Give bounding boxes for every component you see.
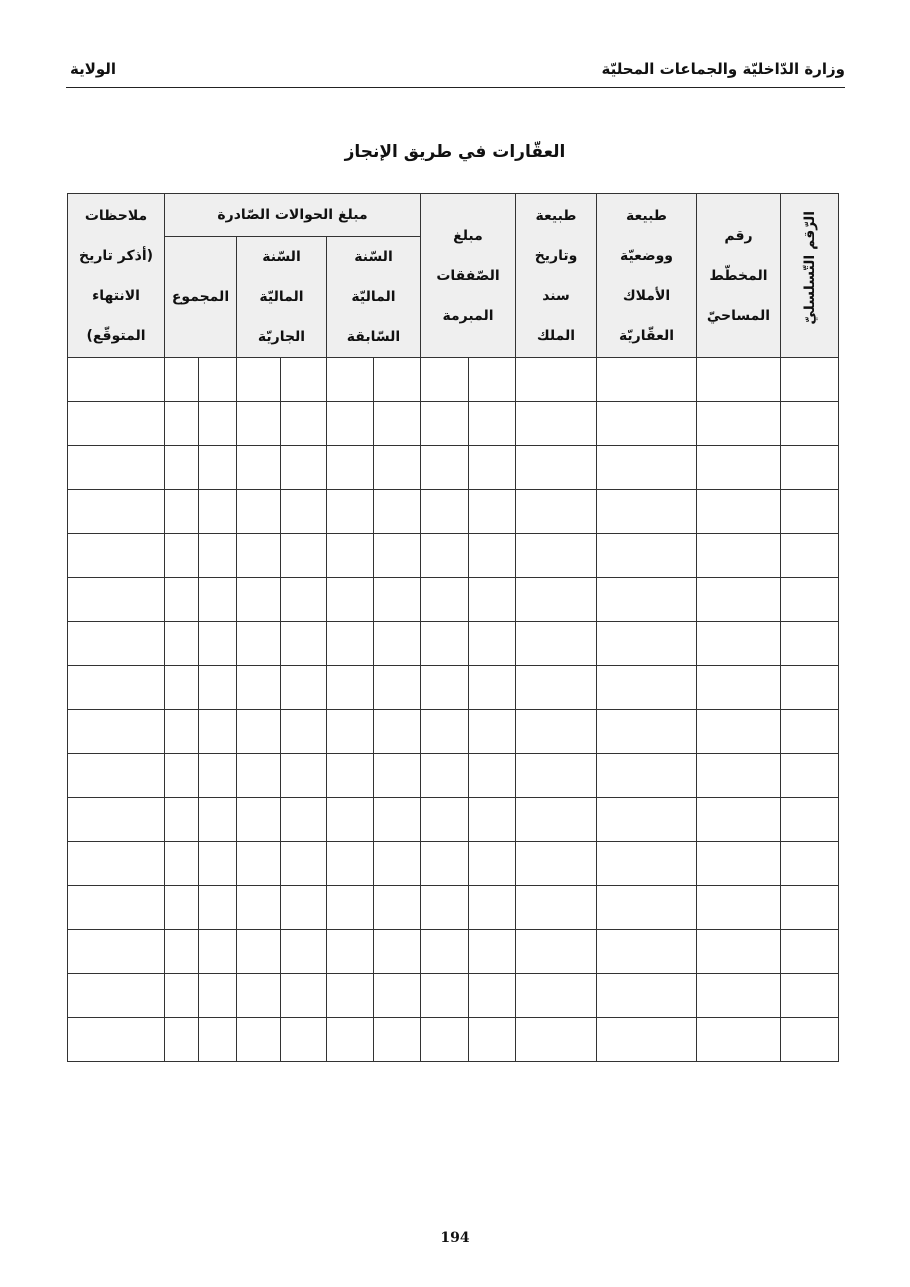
table-cell (597, 754, 697, 798)
property-nature-line-2: ووضعيّة (619, 247, 674, 264)
table-cell (327, 930, 374, 974)
table-cell (781, 666, 839, 710)
header-plan-number (697, 194, 781, 358)
table-cell (597, 446, 697, 490)
ownership-deed-line-3: سند (542, 287, 570, 304)
table-cell (374, 358, 421, 402)
table-cell (697, 1018, 781, 1062)
table-cell (374, 842, 421, 886)
table-cell (199, 402, 237, 446)
table-cell (516, 798, 597, 842)
table-cell (374, 974, 421, 1018)
table-cell (199, 710, 237, 754)
table-cell (199, 754, 237, 798)
table-cell (165, 490, 199, 534)
table-cell (68, 1018, 165, 1062)
table-cell (165, 754, 199, 798)
table-cell (781, 402, 839, 446)
table-row (68, 798, 839, 842)
table-cell (68, 446, 165, 490)
table-cell (199, 798, 237, 842)
table-cell (281, 666, 327, 710)
table-cell (421, 842, 469, 886)
table-cell (781, 798, 839, 842)
table-cell (597, 358, 697, 402)
table-row (68, 930, 839, 974)
table-row (68, 622, 839, 666)
table-cell (68, 534, 165, 578)
table-cell (697, 402, 781, 446)
table-cell (597, 886, 697, 930)
ownership-deed-line-1: طبيعة (535, 207, 577, 224)
table-cell (281, 578, 327, 622)
header-previous-year (327, 237, 421, 358)
table-cell (374, 446, 421, 490)
table-cell (281, 534, 327, 578)
table-cell (281, 490, 327, 534)
table-cell (327, 710, 374, 754)
header-notes (68, 194, 165, 358)
table-cell (237, 974, 281, 1018)
table-cell (516, 666, 597, 710)
table-cell (421, 930, 469, 974)
header-transfers-group (165, 194, 421, 237)
table-cell (68, 886, 165, 930)
table-cell (421, 490, 469, 534)
table-row (68, 402, 839, 446)
table-row (68, 358, 839, 402)
table-cell (199, 446, 237, 490)
table-cell (781, 490, 839, 534)
table-cell (199, 1018, 237, 1062)
table-cell (421, 534, 469, 578)
table-cell (327, 534, 374, 578)
table-cell (165, 842, 199, 886)
table-cell (199, 622, 237, 666)
table-cell (165, 402, 199, 446)
table-cell (516, 402, 597, 446)
current-year-line-3: الجاريّة (257, 329, 306, 345)
table-cell (469, 798, 516, 842)
table-cell (327, 798, 374, 842)
table-cell (597, 974, 697, 1018)
table-cell (374, 622, 421, 666)
previous-year-line-1: السّنة (354, 249, 393, 265)
table-cell (237, 402, 281, 446)
table-cell (68, 490, 165, 534)
table-cell (237, 754, 281, 798)
table-cell (237, 578, 281, 622)
page-number: 194 (440, 1230, 470, 1246)
table-cell (68, 798, 165, 842)
table-cell (597, 798, 697, 842)
table-cell (697, 974, 781, 1018)
table-cell (516, 886, 597, 930)
table-cell (516, 534, 597, 578)
table-cell (165, 578, 199, 622)
table-cell (697, 578, 781, 622)
table-cell (327, 666, 374, 710)
table-cell (697, 710, 781, 754)
table-row (68, 490, 839, 534)
previous-year-line-2: الماليّة (351, 289, 396, 305)
table-cell (374, 490, 421, 534)
table-cell (68, 974, 165, 1018)
table-cell (68, 578, 165, 622)
table-cell (421, 710, 469, 754)
properties-table (67, 193, 839, 1062)
table-cell (516, 754, 597, 798)
table-cell (237, 534, 281, 578)
plan-number-line-1: رقم (724, 227, 753, 244)
table-cell (68, 622, 165, 666)
table-cell (469, 666, 516, 710)
table-cell (374, 534, 421, 578)
table-cell (421, 754, 469, 798)
table-cell (697, 754, 781, 798)
table-cell (281, 798, 327, 842)
table-cell (327, 402, 374, 446)
table-cell (327, 358, 374, 402)
table-cell (237, 1018, 281, 1062)
table-cell (469, 402, 516, 446)
table-cell (327, 974, 374, 1018)
table-cell (781, 710, 839, 754)
table-cell (469, 754, 516, 798)
table-cell (374, 1018, 421, 1062)
table-cell (327, 886, 374, 930)
header-wilaya-label: الولاية (70, 60, 117, 78)
table-cell (68, 358, 165, 402)
plan-number-line-2: المخطّط (709, 267, 768, 284)
table-cell (237, 358, 281, 402)
table-cell (597, 930, 697, 974)
table-cell (421, 886, 469, 930)
deals-amount-line-3: المبرمة (442, 307, 494, 324)
table-cell (469, 358, 516, 402)
table-cell (469, 534, 516, 578)
table-cell (327, 754, 374, 798)
table-cell (237, 446, 281, 490)
table-cell (199, 578, 237, 622)
header-total (165, 237, 237, 358)
table-cell (469, 490, 516, 534)
table-cell (237, 666, 281, 710)
table-row (68, 754, 839, 798)
table-cell (237, 710, 281, 754)
table-cell (469, 930, 516, 974)
table-cell (374, 666, 421, 710)
table-row (68, 666, 839, 710)
table-cell (421, 798, 469, 842)
deals-amount-line-1: مبلغ (453, 227, 483, 244)
header-ministry-label: وزارة الدّاخليّة والجماعات المحليّة (601, 60, 845, 78)
table-cell (68, 710, 165, 754)
header-ownership-deed (516, 194, 597, 358)
header-current-year (237, 237, 327, 358)
table-cell (697, 666, 781, 710)
table-cell (597, 402, 697, 446)
ownership-deed-line-2: وتاريخ (534, 247, 578, 264)
notes-line-3: الانتهاء (92, 287, 140, 304)
table-cell (597, 842, 697, 886)
table-cell (281, 886, 327, 930)
table-cell (374, 754, 421, 798)
table-cell (781, 754, 839, 798)
header-deals-amount (421, 194, 516, 358)
table-cell (165, 358, 199, 402)
table-cell (165, 534, 199, 578)
table-cell (281, 446, 327, 490)
table-cell (165, 710, 199, 754)
ownership-deed-line-4: الملك (536, 327, 576, 344)
table-row (68, 1018, 839, 1062)
table-cell (469, 974, 516, 1018)
table-cell (781, 622, 839, 666)
properties-table-container (67, 193, 839, 1062)
table-cell (374, 578, 421, 622)
table-cell (374, 710, 421, 754)
table-cell (781, 1018, 839, 1062)
table-cell (237, 798, 281, 842)
previous-year-line-3: السّابقة (346, 329, 401, 345)
total-label: المجموع (171, 289, 230, 305)
table-cell (597, 578, 697, 622)
table-cell (281, 622, 327, 666)
property-nature-line-1: طبيعة (625, 207, 667, 224)
header-property-nature (597, 194, 697, 358)
notes-line-2: (أذكر تاريخ (78, 247, 154, 264)
serial-number-label: الرّقم التّسلسليّ (801, 210, 818, 325)
table-cell (469, 1018, 516, 1062)
header-divider (66, 87, 845, 88)
table-cell (469, 886, 516, 930)
table-cell (469, 622, 516, 666)
table-cell (165, 622, 199, 666)
table-cell (516, 446, 597, 490)
table-cell (469, 446, 516, 490)
table-row (68, 886, 839, 930)
table-cell (781, 930, 839, 974)
table-cell (421, 446, 469, 490)
table-cell (199, 930, 237, 974)
table-cell (374, 402, 421, 446)
table-cell (237, 622, 281, 666)
table-cell (421, 402, 469, 446)
table-cell (597, 490, 697, 534)
table-cell (327, 622, 374, 666)
table-cell (516, 974, 597, 1018)
table-cell (237, 886, 281, 930)
table-cell (516, 710, 597, 754)
table-cell (374, 886, 421, 930)
table-cell (281, 842, 327, 886)
table-cell (199, 886, 237, 930)
table-cell (327, 1018, 374, 1062)
table-cell (68, 402, 165, 446)
table-cell (327, 578, 374, 622)
table-cell (281, 358, 327, 402)
notes-line-4: المتوقّع) (86, 327, 146, 344)
table-cell (421, 1018, 469, 1062)
notes-line-1: ملاحظات (84, 207, 148, 224)
table-cell (597, 622, 697, 666)
table-cell (237, 490, 281, 534)
table-cell (516, 930, 597, 974)
table-cell (199, 490, 237, 534)
table-cell (281, 974, 327, 1018)
table-cell (165, 1018, 199, 1062)
property-nature-line-3: الأملاك (622, 287, 671, 304)
table-cell (281, 930, 327, 974)
table-cell (165, 974, 199, 1018)
table-cell (469, 710, 516, 754)
table-cell (68, 842, 165, 886)
table-cell (469, 578, 516, 622)
header-serial-number (781, 194, 839, 358)
property-nature-line-4: العقّاريّة (618, 327, 675, 344)
table-cell (327, 446, 374, 490)
table-cell (781, 446, 839, 490)
table-cell (281, 1018, 327, 1062)
table-cell (516, 490, 597, 534)
table-cell (697, 798, 781, 842)
table-cell (199, 974, 237, 1018)
table-cell (421, 974, 469, 1018)
table-cell (469, 842, 516, 886)
page-title: العقّارات في طريق الإنجاز (344, 142, 566, 162)
table-cell (237, 930, 281, 974)
table-cell (199, 358, 237, 402)
table-cell (374, 798, 421, 842)
table-cell (68, 930, 165, 974)
table-cell (421, 358, 469, 402)
table-row (68, 534, 839, 578)
table-cell (781, 534, 839, 578)
table-cell (516, 1018, 597, 1062)
table-cell (165, 930, 199, 974)
table-cell (421, 578, 469, 622)
table-cell (199, 534, 237, 578)
table-cell (421, 666, 469, 710)
table-cell (697, 622, 781, 666)
table-row (68, 842, 839, 886)
table-cell (199, 666, 237, 710)
table-row (68, 974, 839, 1018)
plan-number-line-3: المساحيّ (706, 307, 771, 324)
table-cell (781, 358, 839, 402)
table-cell (781, 974, 839, 1018)
table-cell (199, 842, 237, 886)
table-row (68, 446, 839, 490)
table-cell (697, 886, 781, 930)
table-row (68, 578, 839, 622)
table-row (68, 710, 839, 754)
table-cell (781, 886, 839, 930)
current-year-line-2: الماليّة (259, 289, 304, 305)
table-cell (781, 842, 839, 886)
table-cell (421, 622, 469, 666)
table-cell (281, 754, 327, 798)
table-cell (516, 622, 597, 666)
table-cell (597, 710, 697, 754)
table-cell (165, 798, 199, 842)
table-cell (237, 842, 281, 886)
table-cell (68, 666, 165, 710)
transfers-group-label: مبلغ الحوالات الصّادرة (217, 207, 368, 223)
table-cell (516, 842, 597, 886)
table-cell (165, 666, 199, 710)
table-cell (597, 534, 697, 578)
table-cell (374, 930, 421, 974)
table-cell (281, 710, 327, 754)
table-cell (697, 446, 781, 490)
table-cell (68, 754, 165, 798)
table-cell (697, 490, 781, 534)
deals-amount-line-2: الصّفقات (436, 267, 500, 284)
table-cell (597, 1018, 697, 1062)
table-cell (697, 930, 781, 974)
table-cell (516, 578, 597, 622)
table-cell (781, 578, 839, 622)
table-cell (697, 358, 781, 402)
table-cell (697, 534, 781, 578)
table-cell (281, 402, 327, 446)
table-cell (327, 842, 374, 886)
table-cell (165, 446, 199, 490)
current-year-line-1: السّنة (262, 249, 301, 265)
table-cell (165, 886, 199, 930)
table-cell (597, 666, 697, 710)
table-cell (697, 842, 781, 886)
table-cell (516, 358, 597, 402)
table-cell (327, 490, 374, 534)
